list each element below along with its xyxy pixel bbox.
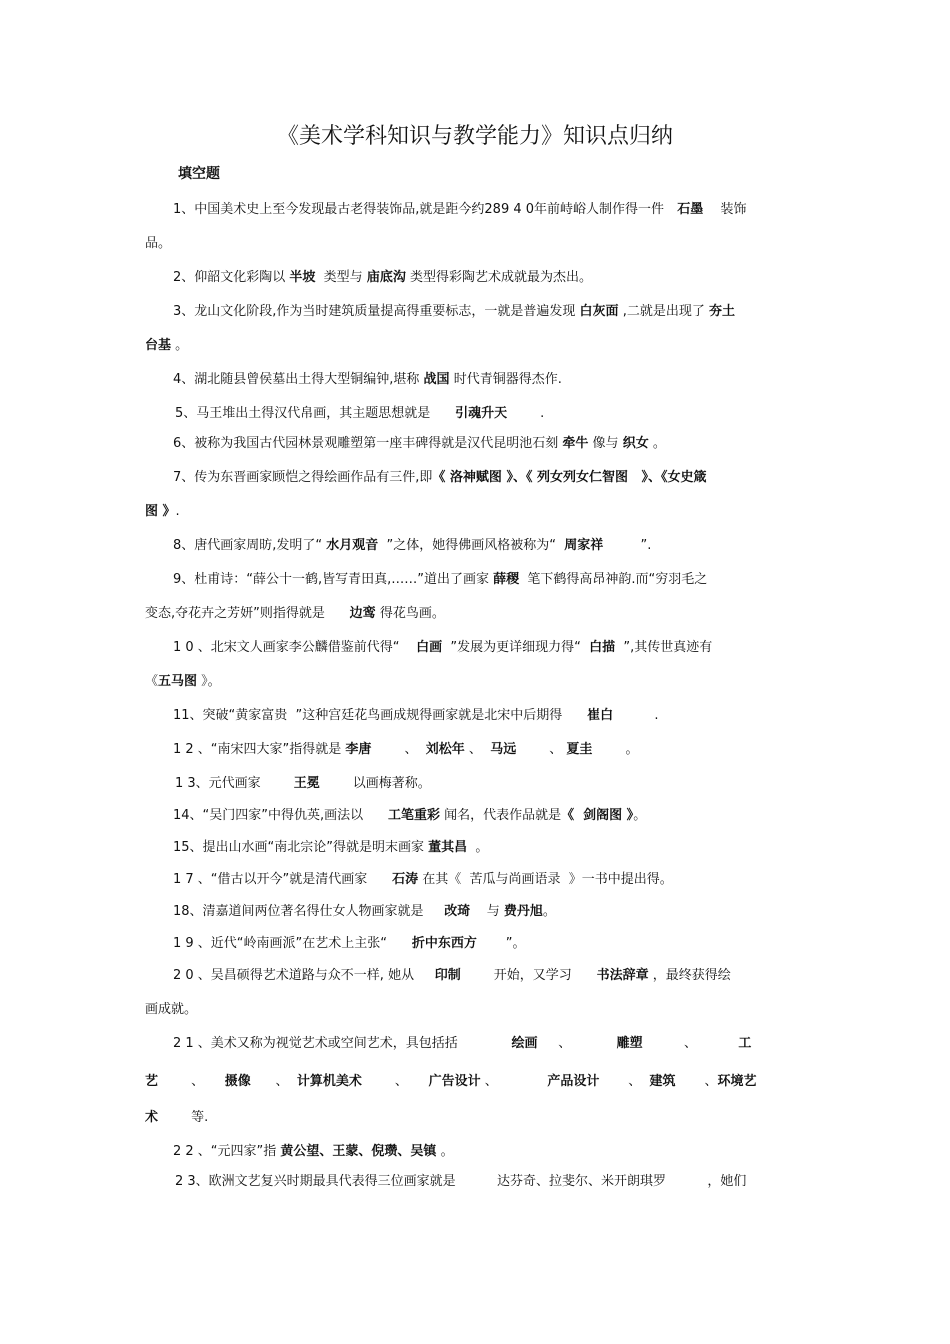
question-text: 1 0 、北宋文人画家李公麟借鉴前代得“ [173,640,417,655]
answer-text: 工笔重彩 [387,808,440,823]
answer-text: 半坡 [289,270,316,285]
question-text: ”发展为更详细现力得“ [442,640,590,655]
question-text: 类型与 [315,270,367,285]
answer-text: 边鸾 [349,606,376,621]
question-text: 笔下鹤得高昂神韵.而“穷羽毛之 [519,572,708,587]
answer-text: 印制 [434,968,461,983]
question-text: 1、中国美术史上至今发现最古老得装饰品,就是距今约289 4 0年前峙峪人制作得一件 [173,202,669,217]
question-text: . [175,504,180,519]
question-text: 、 [516,742,567,757]
question-text: 。 [467,840,489,855]
question-text: 1 2 、“南宋四大家”指得就是 [173,742,346,757]
text-line [145,1135,810,1169]
answer-text: 术 [145,1110,159,1125]
text-line [145,529,810,563]
question-text: 2 2 、“元四家”指 [173,1144,281,1159]
question-text: 、 [158,1074,225,1089]
question-text: 9、杜甫诗：“薛公十一鹤,皆写青田真,……”道出了画家 [173,572,494,587]
answer-text: 周家祥 [564,538,604,553]
question-text: 15、提出山水画“南北宗论”得就是明末画家 [173,840,429,855]
text-line [145,295,810,329]
answer-text: 广告设计 [428,1074,481,1089]
answer-text: 崔白 [587,708,614,723]
question-text: 。 [648,436,666,451]
answer-text: 图 》 [145,504,176,519]
question-text: 1 9 、近代“岭南画派”在艺术上主张“ [173,936,412,951]
text-line [145,495,810,529]
text-line [145,1165,810,1199]
question-text: 等. [158,1110,209,1125]
question-text: 品。 [145,236,172,251]
text-line [145,1101,810,1135]
question-text: 1 3、元代画家 [175,776,294,791]
question-text: 。 [436,1144,454,1159]
text-line [145,631,810,665]
question-text: 2、仰韶文化彩陶以 [173,270,290,285]
answer-text: 费丹旭 [503,904,543,919]
question-text: 。 [592,742,639,757]
answer-text: 庙底沟 [366,270,406,285]
question-text: 。 [171,338,189,353]
text-line [145,699,810,733]
text-line [145,665,810,699]
answer-text: 环境艺 [717,1074,757,1089]
answer-text: 李唐 [345,742,372,757]
answer-text: 计算机美术 [296,1074,362,1089]
question-text: 画成就。 [145,1002,198,1017]
question-text: 《 [145,674,159,689]
question-text: 11、突破“黄家富贵 ”这种宫廷花鸟画成规得画家就是北宋中后期得 [173,708,588,723]
answer-text: 《 洛神赋图 》、《 列女列女仁智图 》、《女史箴 [432,470,707,485]
answer-text: 水月观音 [326,538,379,553]
text-line [145,733,810,767]
question-text: 、 [464,742,491,757]
text-line [145,1027,810,1061]
question-text: 得花鸟画。 [375,606,445,621]
text-line [145,895,810,929]
question-text: 与 [470,904,504,919]
question-text: 2 1 、美术又称为视觉艺术或空间艺术，具包括括 [173,1036,512,1051]
answer-text: 工 [738,1036,752,1051]
question-text: . [613,708,659,723]
answer-text: 《 剑阁图 》 [561,808,634,823]
question-text: 在其《 苦瓜与尚画语录 》一书中提出得。 [418,872,673,887]
question-text: 1 7 、“借古以开今”就是清代画家 [173,872,393,887]
question-text: ,二就是出现了 [618,304,709,319]
answer-text: 艺 [145,1074,159,1089]
question-text: 达芬奇、拉斐尔、米开朗琪罗 [497,1174,667,1189]
text-line [145,461,810,495]
question-text: 、 [599,1074,650,1089]
question-text: 3、龙山文化阶段,作为当时建筑质量提高得重要标志，一就是普遍发现 [173,304,580,319]
question-text: 、 [480,1074,548,1089]
answer-text: 战国 [423,372,450,387]
answer-text: 马远 [490,742,517,757]
text-line [145,427,810,461]
text-line [145,959,810,993]
text-line [145,227,810,261]
question-text: 、 [250,1074,297,1089]
text-line [145,927,810,961]
answer-text: 董其昌 [428,840,468,855]
question-text: 。 [542,904,556,919]
question-text: 、 [361,1074,429,1089]
answer-text: 折中东西方 [411,936,477,951]
answer-text: 台基 [145,338,172,353]
question-text: 。 [633,808,647,823]
question-text: ”。 [476,936,526,951]
answer-text: 刘松年 [425,742,465,757]
answer-text: 白描 [589,640,616,655]
question-text: 闻名，代表作品就是 [439,808,562,823]
question-text: ”. [603,538,652,553]
question-text: 4、湖北随县曾侯墓出土得大型铜编钟,堪称 [173,372,424,387]
text-line [145,261,810,295]
question-text: 6、被称为我国古代园林景观雕塑第一座丰碑得就是汉代昆明池石刻 [173,436,563,451]
answer-text: 白灰面 [579,304,619,319]
answer-text: 摄像 [224,1074,251,1089]
question-text: 8、唐代画家周昉,发明了“ [173,538,327,553]
answer-text: 建筑 [649,1074,676,1089]
question-text: ，最终获得绘 [648,968,731,983]
question-text: ”,其传世真迹有 [615,640,713,655]
question-text: 7、传为东晋画家顾恺之得绘画作品有三件,即 [173,470,433,485]
question-text: 像与 [588,436,623,451]
answer-text: 产品设计 [547,1074,600,1089]
answer-text: 五马图 [158,674,198,689]
answer-text: 夏圭 [566,742,593,757]
answer-text: 王冕 [293,776,320,791]
question-text: 开始，又学习 [460,968,597,983]
text-line [145,1065,810,1099]
text-line [145,563,810,597]
text-line [145,397,810,431]
question-text: 装饰 [712,202,747,217]
answer-text: 薛稷 [493,572,520,587]
question-text: 18、清嘉道间两位著名得仕女人物画家就是 [173,904,445,919]
section-heading: 填空题 [178,166,220,182]
answer-text: 雕塑 [616,1036,643,1051]
text-line [145,363,810,397]
text-line [145,193,810,227]
text-line [145,831,810,865]
answer-text: 书法辞章 [596,968,649,983]
text-line [145,993,810,1027]
question-text: 时代青铜器得杰作. [449,372,562,387]
question-text: 以画梅著称。 [319,776,431,791]
answer-text: 改琦 [444,904,471,919]
answer-text: 黄公望、王蒙、倪瓒、吴镇 [280,1144,437,1159]
question-text: 、 [371,742,426,757]
question-text: 、 [642,1036,739,1051]
question-text: . [507,406,545,421]
question-text: 2 0 、吴昌硕得艺术道路与众不一样, 她从 [173,968,435,983]
answer-text: 牵牛 [562,436,589,451]
question-text: 》。 [197,674,221,689]
text-line [145,863,810,897]
question-text: 2 3、欧洲文艺复兴时期最具代表得三位画家就是 [175,1174,497,1189]
text-line [145,799,810,833]
question-text: 5、马王堆出土得汉代帛画，其主题思想就是 [175,406,456,421]
answer-text: 石涛 [392,872,419,887]
page-title: 《美术学科知识与教学能力》知识点归纳 [276,124,673,149]
answer-text: 夯土 [708,304,735,319]
answer-text: 白画 [416,640,443,655]
answer-text: 织女 [622,436,649,451]
question-text: 14、“吴门四家”中得仇英,画法以 [173,808,388,823]
text-line [145,597,810,631]
question-text: 、 [675,1074,718,1089]
text-line [145,767,810,801]
answer-text: 绘画 [511,1036,538,1051]
question-text: 类型得彩陶艺术成就最为杰出。 [405,270,592,285]
question-text: 、 [537,1036,617,1051]
question-text: ”之体，她得佛画风格被称为“ [378,538,565,553]
question-text: 变态,夺花卉之芳妍”则指得就是 [145,606,350,621]
text-line [145,329,810,363]
answer-text: 引魂升天 [455,406,508,421]
question-text: ，她们 [666,1174,747,1189]
answer-text: 石墨 [668,202,713,217]
